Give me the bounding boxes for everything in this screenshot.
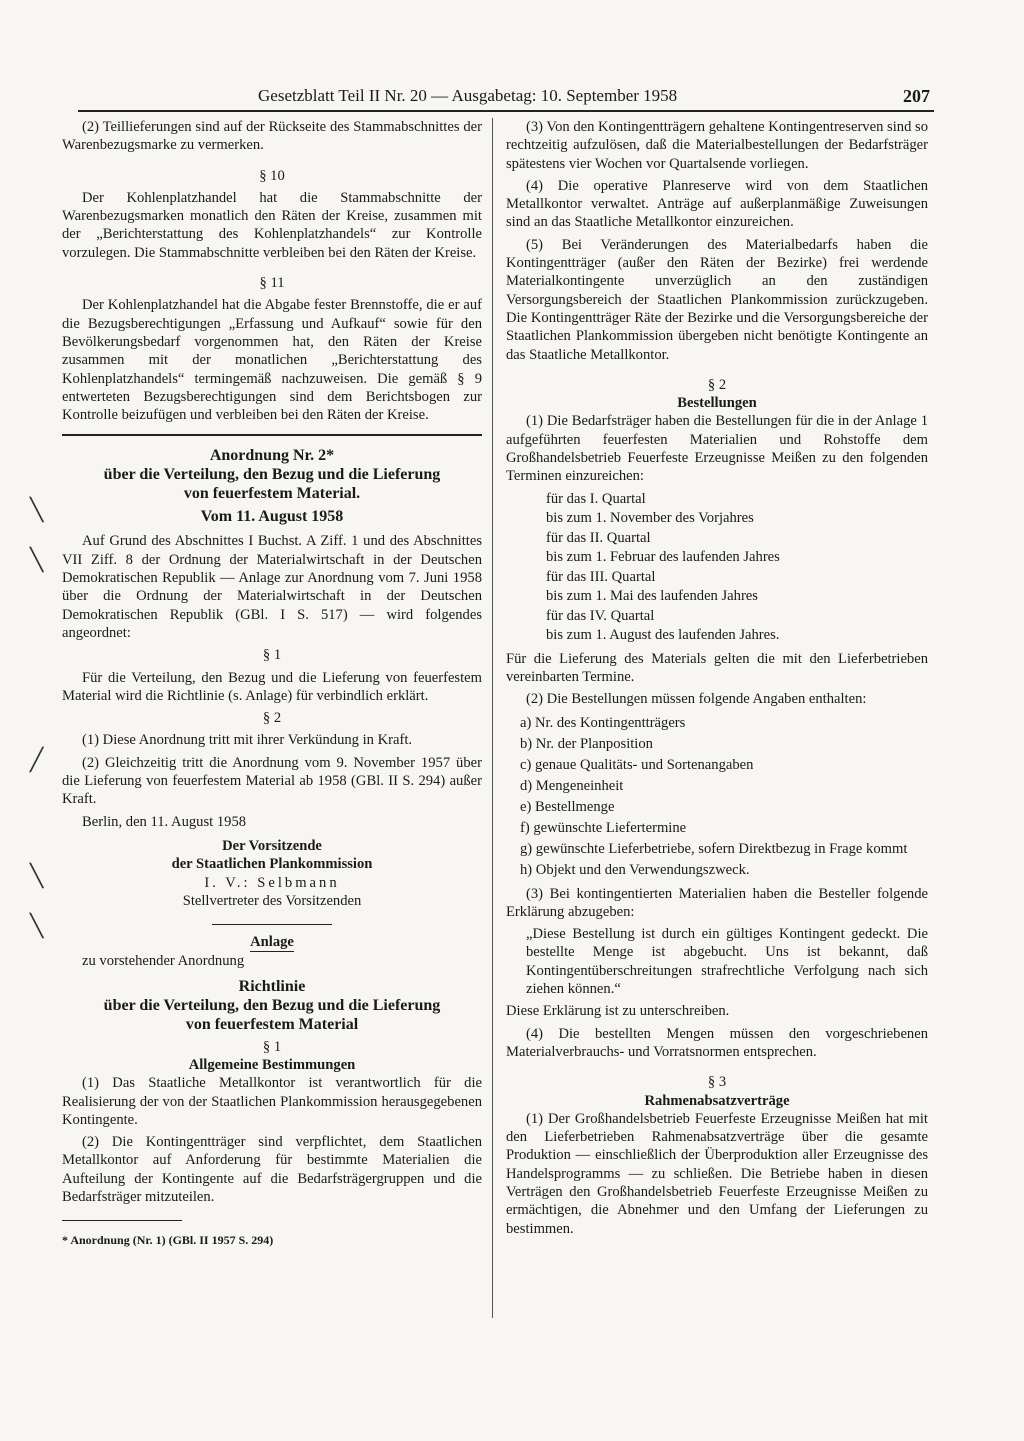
section-number: § 1	[262, 1038, 282, 1055]
paragraph: Für die Lieferung des Materials gelten die mit den Lieferbetrieben vereinbarten Termine.	[506, 650, 928, 685]
footnote: * Anordnung (Nr. 1) (GBl. II 1957 S. 294)	[62, 1233, 274, 1248]
anordnung-date: Vom 11. August 1958	[200, 508, 344, 526]
list-item: e) Bestellmenge	[520, 798, 615, 815]
richtlinie-title: Richtlinie	[238, 977, 306, 995]
margin-mark: ╲	[30, 548, 44, 573]
anordnung-subtitle: von feuerfestem Material.	[183, 485, 361, 503]
list-item: g) gewünschte Lieferbetriebe, sofern Direktbezug in Frage kommt	[520, 840, 908, 857]
declaration-quote: „Diese Bestellung ist durch ein gültiges Kontingent gedeckt. Die bestellte Menge ist abgebucht. Uns ist bekannt, daß Kontingentüberschreitungen strafrechtliche Verfolgung nach sich ziehen können.“	[526, 926, 928, 998]
paragraph: Der Kohlenplatzhandel hat die Abgabe fester Brennstoffe, die er auf die Bezugsberechtigungen „Erfassung und Aufkauf“ sowie für den Bevölkerungsbedarf vorgenommen hat, den Räten der Kreise zusammen mit der monatlichen „Berichterstattung des Kohlenplatzhandels“ termingemäß nachzuweisen. Die gemäß § 9 entwerteten Bezugsberechtigungen sind dem Berichtsbogen zur Kontrolle beizufügen und verbleiben bei den Räten der Kreise.	[62, 297, 482, 424]
list-item: b) Nr. der Planposition	[520, 735, 653, 752]
list-item: f) gewünschte Liefertermine	[520, 819, 687, 836]
section-number: § 3	[707, 1074, 727, 1091]
paragraph: (4) Die operative Planreserve wird von dem Staatlichen Metallkontor verwaltet. Anträge auf außerplanmäßige Zuweisungen sind an das Staatliche Metallkontor einzureichen.	[506, 177, 928, 231]
deadline-quarter: für das III. Quartal	[546, 568, 656, 585]
section-heading: Bestellungen	[677, 395, 757, 412]
signature-org: der Staatlichen Plankommission	[171, 856, 373, 873]
anlage-heading: Anlage	[250, 933, 294, 952]
deadline-quarter: für das IV. Quartal	[546, 607, 655, 624]
margin-mark: ╲	[30, 864, 44, 889]
section-rule	[62, 434, 482, 436]
paragraph: (4) Die bestellten Mengen müssen den vorgeschriebenen Materialverbrauchs- und Vorratsnormen entsprechen.	[506, 1025, 928, 1060]
paragraph: Diese Erklärung ist zu unterschreiben.	[506, 1003, 730, 1020]
paragraph: (1) Das Staatliche Metallkontor ist verantwortlich für die Realisierung der von der Staatlichen Plankommission herausgegebenen Kontingente.	[62, 1075, 482, 1128]
section-number: § 11	[259, 275, 285, 292]
deadline-list	[546, 490, 928, 646]
required-fields-list	[520, 713, 928, 881]
deadline-quarter: für das II. Quartal	[546, 529, 651, 546]
right-column	[506, 118, 928, 1242]
signature-role: Stellvertreter des Vorsitzenden	[182, 892, 362, 909]
richtlinie-subtitle: über die Verteilung, den Bezug und die Lieferung	[103, 996, 441, 1014]
paragraph: (3) Von den Kontingentträgern gehaltene Kontingentreserven sind so rechtzeitig aufzulösen, daß die Materialbestellungen der Bedarfsträger spätestens vier Wochen vor Quartalsende vorliegen.	[506, 119, 928, 172]
anordnung-title: Anordnung Nr. 2*	[209, 447, 335, 465]
place-date: Berlin, den 11. August 1958	[82, 813, 247, 830]
paragraph: (1) Diese Anordnung tritt mit ihrer Verkündung in Kraft.	[82, 732, 413, 749]
paragraph: (2) Teillieferungen sind auf der Rückseite des Stammabschnittes der Warenbezugsmarke zu vermerken.	[62, 119, 482, 154]
deadline-date: bis zum 1. November des Vorjahres	[546, 510, 754, 527]
margin-mark: ╱	[30, 748, 44, 773]
left-column	[62, 118, 482, 1250]
list-item: h) Objekt und den Verwendungszweck.	[520, 861, 750, 878]
list-item: a) Nr. des Kontingentträgers	[520, 714, 686, 731]
section-number: § 10	[259, 167, 285, 184]
anordnung-subtitle: über die Verteilung, den Bezug und die Lieferung	[103, 466, 441, 484]
paragraph: Für die Verteilung, den Bezug und die Lieferung von feuerfestem Material wird die Richtlinie (s. Anlage) für verbindlich erklärt.	[62, 669, 482, 704]
paragraph: (1) Die Bedarfsträger haben die Bestellungen für die in der Anlage 1 aufgeführten feuerfesten Materialien und Rohstoffe dem Großhandelsbetrieb Feuerfeste Erzeugnisse Meißen zu den folgenden Terminen einzureichen:	[506, 413, 928, 485]
paragraph: (2) Gleichzeitig tritt die Anordnung vom 9. November 1957 über die Lieferung von feuerfestem Material ab 1958 (GBl. II S. 294) außer Kraft.	[62, 754, 482, 808]
margin-mark: ╲	[30, 498, 44, 523]
paragraph: Der Kohlenplatzhandel hat die Stammabschnitte der Warenbezugsmarken monatlich den Räten der Kreise, zusammen mit der „Berichterstattung des Kohlenplatzhandels“ zur Kontrolle vorzulegen. Die Stammabschnitte verbleiben bei den Räten der Kreise.	[62, 189, 482, 261]
list-item: c) genaue Qualitäts- und Sortenangaben	[520, 756, 754, 773]
deadline-date: bis zum 1. Februar des laufenden Jahres	[546, 549, 780, 566]
richtlinie-subtitle: von feuerfestem Material	[185, 1015, 359, 1033]
short-rule	[212, 924, 332, 925]
section-heading: Rahmenabsatzverträge	[644, 1092, 790, 1109]
paragraph: (1) Der Großhandelsbetrieb Feuerfeste Erzeugnisse Meißen hat mit den Lieferbetrieben Rahmenabsatzverträge über die gesamte Produktion — einschließlich der Überproduktion aller Erzeugnisse des Handelsprogramms — zu schließen. Die Betriebe haben in diesen Verträgen den Großhandelsbetrieb Feuerfeste Erzeugnisse Meißen zu ermächtigen, die Abnehmer und den Umfang der Lieferungen zu bestimmen.	[506, 1110, 928, 1237]
anlage-heading-wrap	[62, 933, 482, 952]
footnote-rule	[62, 1220, 182, 1221]
deadline-date: bis zum 1. August des laufenden Jahres.	[546, 627, 780, 644]
paragraph: (2) Die Kontingentträger sind verpflichtet, dem Staatlichen Metallkontor auf Anforderung für bestimmte Materialien die Aufteilung der Kontingente auf die Bedarfsträgergruppen und die Bedarfsträger mitzuteilen.	[62, 1134, 482, 1206]
page-header	[78, 82, 934, 112]
list-item: d) Mengeneinheit	[520, 777, 624, 794]
section-number: § 1	[262, 647, 282, 664]
column-divider	[492, 118, 493, 1318]
signature-title: Der Vorsitzende	[222, 837, 322, 854]
anlage-subheading: zu vorstehender Anordnung	[82, 953, 245, 970]
paragraph: (5) Bei Veränderungen des Materialbedarfs haben die Kontingentträger (außer den Räten der Bezirke) frei werdende Materialkontingente unverzüglich an den zuständigen Versorgungsbereich der Staatlichen Plankommission zurückzugeben. Die Kontingentträger Räte der Bezirke und die Versorgungsbereiche der Staatlichen Plankommission übergeben nicht benötigte Kontingente an das Staatliche Metallkontor.	[506, 236, 928, 363]
margin-mark: ╲	[30, 914, 44, 939]
deadline-quarter: für das I. Quartal	[546, 490, 646, 507]
paragraph: (3) Bei kontingentierten Materialien haben die Besteller folgende Erklärung abzugeben:	[506, 885, 928, 920]
section-number: § 2	[707, 376, 727, 393]
section-number: § 2	[262, 710, 282, 727]
deadline-date: bis zum 1. Mai des laufenden Jahres	[546, 588, 758, 605]
signature-name: I. V.: Selbmann	[204, 874, 340, 891]
paragraph: Auf Grund des Abschnittes I Buchst. A Ziff. 1 und des Abschnittes VII Ziff. 8 der Ordnung der Materialwirtschaft in der Deutschen Demokratischen Republik — Anlage zur Anordnung vom 7. Juni 1958 über die Ordnung der Materialwirtschaft in der Deutschen Demokratischen Republik (GBl. I S. 517) — wird folgendes angeordnet:	[62, 533, 482, 641]
section-heading: Allgemeine Bestimmungen	[188, 1056, 356, 1073]
page-number: 207	[903, 86, 930, 106]
paragraph: (2) Die Bestellungen müssen folgende Angaben enthalten:	[526, 691, 867, 708]
running-title: Gesetzblatt Teil II Nr. 20 — Ausgabetag: 10. September 1958	[258, 86, 678, 105]
